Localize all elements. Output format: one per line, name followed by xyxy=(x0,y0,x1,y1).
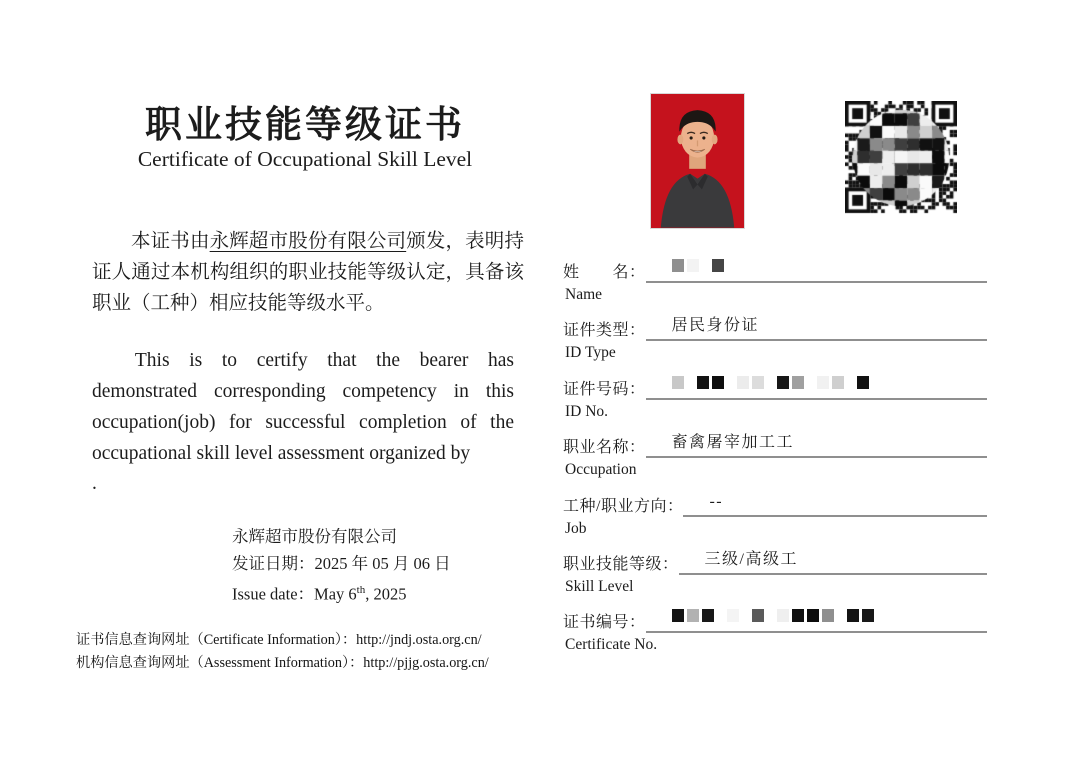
field-label-cn: 工种/职业方向： xyxy=(563,497,684,515)
certificate-info-url: http://jndj.osta.org.cn/ xyxy=(356,632,482,648)
field-label-cn: 姓 名： xyxy=(563,264,646,281)
issue-date-en-ordinal: th xyxy=(356,584,366,596)
assessment-info-label: 机构信息查询网址（Assessment Information）： xyxy=(76,654,364,671)
field-name xyxy=(563,250,987,308)
qr-code-canvas xyxy=(845,101,957,215)
field-value: 居民身份证 xyxy=(671,317,760,335)
field-label-cn: 证书编号： xyxy=(563,614,646,632)
field-label-en: Name xyxy=(565,286,603,303)
field-certificate-no xyxy=(563,600,987,658)
certificate-title-cn: 职业技能等级证书 xyxy=(145,105,465,146)
certificate-info-label: 证书信息查询网址（Certificate Information）： xyxy=(76,632,357,648)
qr-code xyxy=(845,101,957,215)
field-label-cn: 证件类型： xyxy=(563,322,646,340)
redacted-value xyxy=(646,259,724,272)
assessment-info-line xyxy=(76,652,489,675)
field-underline xyxy=(646,308,987,341)
field-label-en: Occupation xyxy=(565,461,637,479)
field-underline xyxy=(646,367,987,400)
redacted-value xyxy=(646,609,874,622)
statement-cn-issuer-underlined: 永辉超市股份有限公司 xyxy=(209,231,407,252)
certificate-title-en: Certificate of Occupational Skill Level xyxy=(137,147,473,171)
redacted-value xyxy=(646,376,869,389)
field-label-en: ID No. xyxy=(565,402,609,420)
statement-cn-suffix: 颁发，表明持证人通过本机构组织的职业技能等级认定，具备该职业（工种）相应技能等级水平。 xyxy=(92,231,524,314)
id-photo xyxy=(650,93,745,229)
field-value: 畜禽屠宰加工工 xyxy=(671,434,795,452)
field-label-cn: 职业名称： xyxy=(563,439,646,457)
issuer-block xyxy=(232,524,451,608)
certificate-fields xyxy=(563,250,987,659)
statement-cn-prefix: 本证书由 xyxy=(131,231,210,252)
field-underline xyxy=(646,600,987,633)
portrait-illustration xyxy=(651,94,744,228)
field-value: -- xyxy=(709,492,724,510)
field-value: 三级/高级工 xyxy=(704,550,798,568)
field-id-no xyxy=(563,367,987,425)
field-label-cn: 证件号码： xyxy=(563,380,646,398)
field-label-cn: 职业技能等级： xyxy=(563,555,679,573)
field-label-en: Job xyxy=(565,519,587,537)
statement-cn xyxy=(92,226,524,319)
statement-en: This is to certify that the bearer has demonstrated corresponding competency in this occupation(job) for successful completion of the occupational skill level assessment organized by xyxy=(92,350,514,464)
field-id-type xyxy=(563,308,987,366)
issue-date-en xyxy=(232,577,451,608)
field-underline xyxy=(646,425,987,458)
field-occupation xyxy=(563,425,987,483)
issue-date-en-suffix: , 2025 xyxy=(365,584,407,604)
field-skill-level xyxy=(563,542,987,600)
issuer-name: 永辉超市股份有限公司 xyxy=(232,527,397,546)
field-label-en: Skill Level xyxy=(565,577,634,595)
field-underline xyxy=(679,542,987,575)
field-label-en: ID Type xyxy=(565,344,616,362)
certificate-info-line xyxy=(76,629,489,652)
issue-date-en-prefix: Issue date：May 6 xyxy=(232,584,357,604)
statement-en-period: . xyxy=(92,473,97,494)
field-underline xyxy=(646,250,987,283)
assessment-info-url: http://pjjg.osta.org.cn/ xyxy=(363,654,489,671)
query-links xyxy=(76,629,489,674)
field-underline xyxy=(683,484,987,517)
field-label-en: Certificate No. xyxy=(565,636,658,654)
field-job xyxy=(563,484,987,542)
issue-date-cn: 发证日期：2025 年 05 月 06 日 xyxy=(232,553,451,573)
